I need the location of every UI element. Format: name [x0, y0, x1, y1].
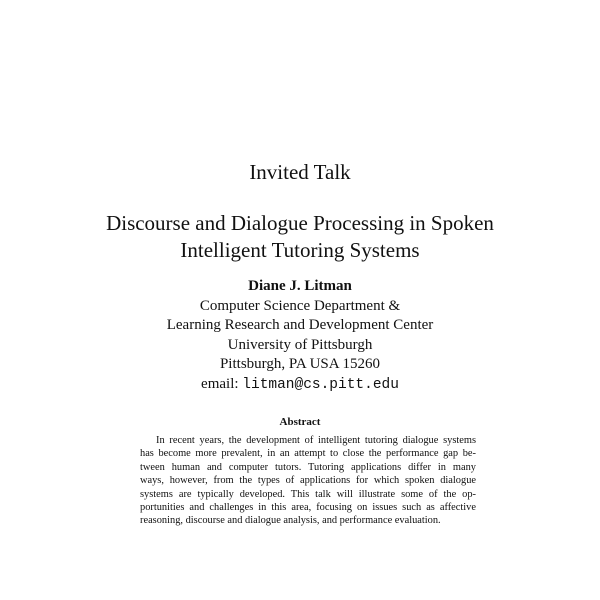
- title-line: Intelligent Tutoring Systems: [180, 238, 420, 262]
- talk-type-label: Invited Talk: [249, 160, 351, 184]
- author-name: Diane J. Litman: [248, 278, 352, 294]
- abstract-line: ways, however, from the types of applications for which spoken dialogue: [140, 475, 476, 487]
- paper-title: [0, 210, 600, 264]
- affiliation-line: Computer Science Department &: [199, 297, 401, 314]
- abstract-line: tween human and computer tutors. Tutoring applications differ in many: [140, 461, 476, 473]
- email-label: email:: [201, 375, 239, 392]
- abstract-body: [140, 434, 476, 528]
- abstract-heading: Abstract: [279, 416, 321, 428]
- abstract-line: has become more prevalent, in an attempt to close the performance gap be-: [140, 448, 476, 460]
- email-address[interactable]: litman@cs.pitt.edu: [242, 376, 399, 393]
- abstract-line: reasoning, discourse and dialogue analysis, and performance evaluation.: [140, 515, 441, 527]
- affiliation-line: Pittsburgh, PA USA 15260: [219, 356, 381, 372]
- title-line: Discourse and Dialogue Processing in Spoken: [106, 211, 494, 235]
- abstract-line: portunities and challenges in this area, focusing on issues such as affective: [140, 502, 476, 514]
- author-block: [0, 277, 600, 395]
- email-line: [0, 375, 600, 396]
- abstract-line: In recent years, the development of intelligent tutoring dialogue systems: [156, 435, 476, 446]
- affiliation-line: Learning Research and Development Center: [166, 317, 434, 333]
- abstract-line: systems are typically developed. This talk will illustrate some of the op-: [140, 488, 476, 500]
- affiliation-line: University of Pittsburgh: [227, 336, 373, 353]
